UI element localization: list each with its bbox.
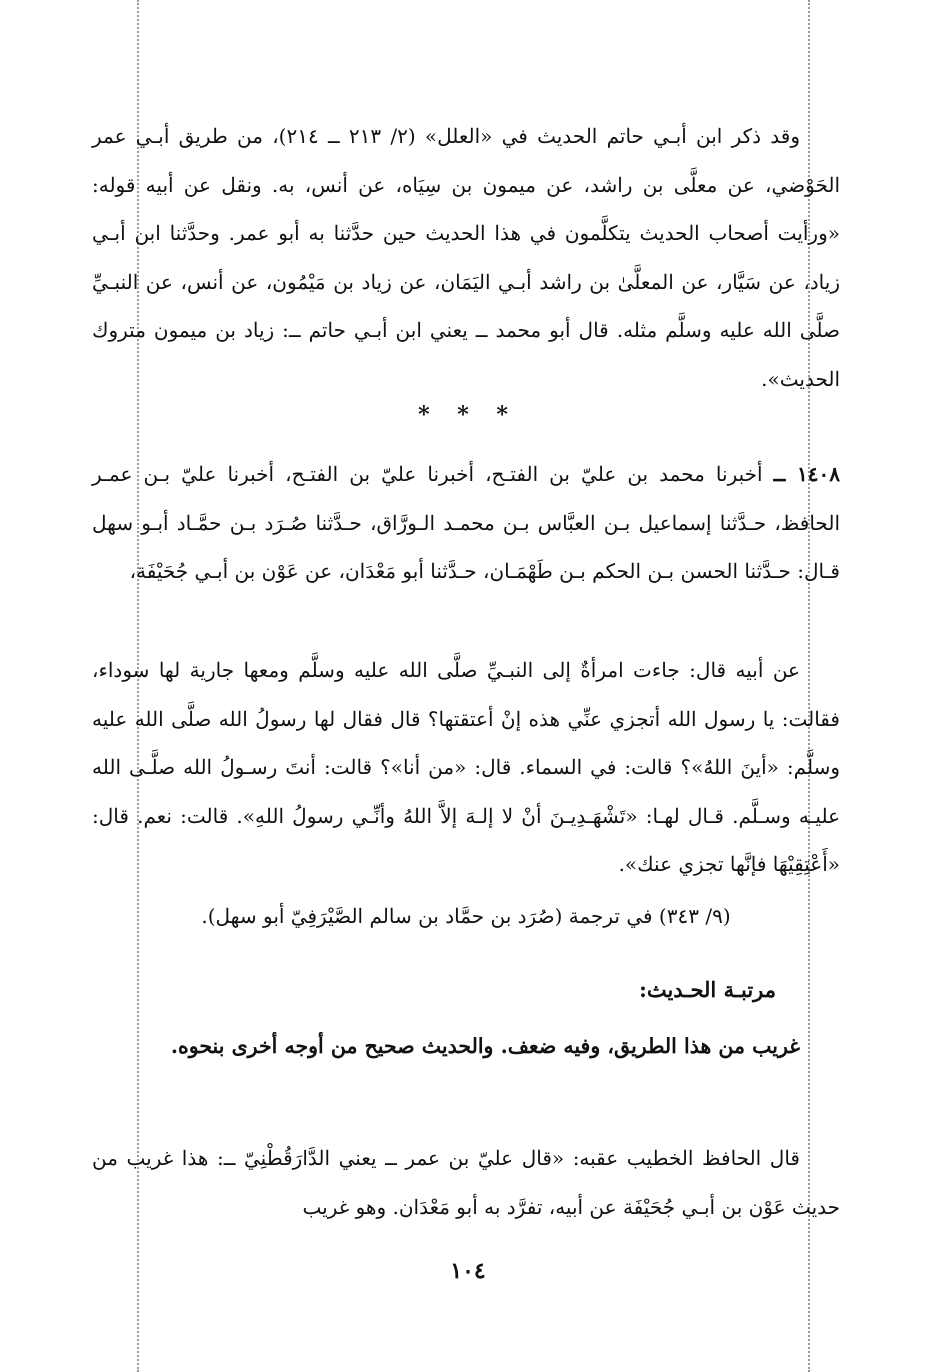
hadith-number: ١٤٠٨ ــ (773, 462, 840, 486)
paragraph-khatib: قال الحافظ الخطيب عقبه: «قال عليّ بن عمر ــ يعني الدَّارَقُطْنِيّ ــ: هذا غريب من حديث عَوْن بن أبـي جُحَيْفَة عن أبيه، تفرَّد به أبو مَعْدَان. وهو غريب (92, 1146, 840, 1219)
section-separator: * * * (418, 402, 518, 428)
grade-text: غريب من هذا الطريق، وفيه ضعف. والحديث صحيح من أوجه أخرى بنحوه. (170, 1034, 800, 1058)
hadith-isnad-text: أخبرنا محمد بن عليّ بن الفتـح، أخبرنا عليّ بن الفتـح، أخبرنا عليّ بـن عمـر الحافظ، حـدَّثنا إسماعيل بـن العبَّاس بـن محمـد الـورَّاق، حـدَّثنا صُـرَد بـن حمَّـاد أبـو سهل قـال: حـدَّثنا الحسن بـن الحكم بـن طَهْمَـان، حـدَّثنا أبو مَعْدَان، عن عَوْن بن أبـي جُحَيْفَة، (92, 462, 840, 583)
page-number: ١٠٤ (450, 1258, 486, 1284)
paragraph-abi-hatim: وقد ذكر ابن أبـي حاتم الحديث في «العلل» (٢/ ٢١٣ ــ ٢١٤)، من طريق أبـي عمر الحَوْضي، عن معلَّى بن راشد، عن ميمون بن سِيَاه، عن أنس، به. ونقل عن أبيه قوله: «ورأيت أصحاب الحديث يتكلَّمون في هذا الحديث حين حدَّثنا به أبو عمر. وحدَّثنا ابن أبـي زياد، عن سَيَّار، عن المعلَّىٰ بن راشد أبـي اليَمَان، عن زياد بن مَيْمُون، عن أنس، عن النبـيِّ صلَّى الله عليه وسلَّم مثله. قال أبو محمد ــ يعني ابن أبـي حاتم ــ: زياد بن ميمون متروك الحديث». (92, 124, 840, 391)
grade-heading: مرتبـة الحـديث: (639, 977, 776, 1002)
hadith-matn: عن أبيه قال: جاءت امرأةٌ إلى النبـيِّ صلَّى الله عليه وسلَّم ومعها جارية لها سوداء، فقالت: يا رسول الله أتجزي عنِّي هذه إنْ أعتقتها؟ قال فقال لها رسولُ الله صلَّى الله عليه وسلَّم: «أينَ اللهُ»؟ قالت: في السماء. قال: «من أنا»؟ قالت: أنتَ رسـولُ الله صلَّـى الله عليـه وسـلَّم. قـال لهـا: «تَشْهَـدِيـنَ أنْ لا إلـهَ إلاَّ اللهُ وأنِّـي رسولُ اللهِ». قالت: نعم. قال: «أَعْتِقِيْهَا فإنَّها تجزي عنك». (92, 658, 840, 876)
hadith-isnad (92, 450, 840, 596)
hadith-reference: (٩/ ٣٤٣) في ترجمة (صُرَد بن حمَّاد بن سالم الصَّيْرَفِيّ أبو سهل). (201, 904, 731, 928)
